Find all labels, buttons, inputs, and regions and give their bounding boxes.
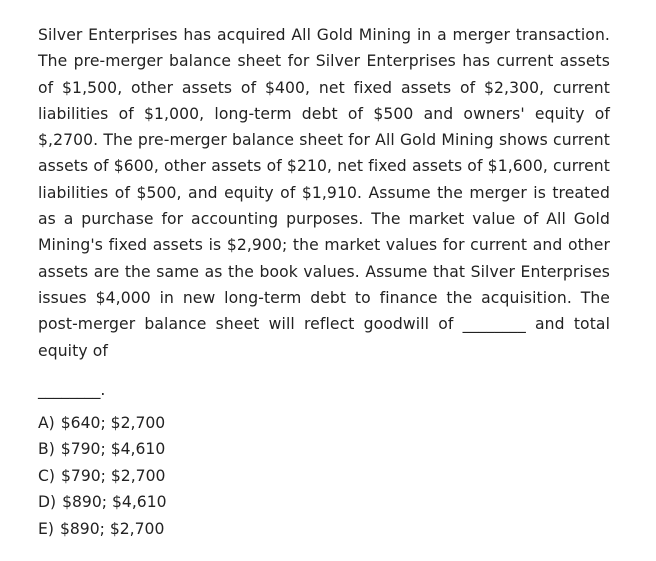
option-b[interactable]	[38, 436, 167, 462]
option-letter: E)	[38, 519, 54, 538]
question-tail-blank: ________.	[38, 381, 106, 399]
answer-options	[38, 410, 167, 542]
question-text: Silver Enterprises has acquired All Gold Mining in a merger transaction. The pre-merger balance sheet for Silver Enterprises has current assets of $1,500, other assets of $400, net fixed assets of $2,300, current liabilities of $1,000, long-term debt of $500 and owners' equity of $,2700. The pre-merger balance sheet for All Gold Mining shows current assets of $600, other assets of $210, net fixed assets of $1,600, current liabilities of $500, and equity of $1,910. Assume the merger is treated as a purchase for accounting purposes. The market value of All Gold Mining's fixed assets is $2,900; the market values for current and other assets are the same as the book values. Assume that Silver Enterprises issues $4,000 in new long-term debt to finance the acquisition. The post-merger balance sheet will reflect goodwill of ________ and total equity of	[38, 26, 610, 360]
option-a[interactable]	[38, 410, 167, 436]
option-text: $890; $4,610	[62, 493, 167, 512]
option-text: $790; $2,700	[60, 466, 166, 485]
option-text: $640; $2,700	[60, 414, 166, 432]
option-d[interactable]	[38, 489, 167, 515]
option-letter: C)	[38, 466, 55, 485]
option-letter: D)	[38, 493, 57, 512]
option-c[interactable]	[38, 463, 167, 489]
option-e[interactable]	[38, 516, 167, 542]
option-letter: A)	[38, 414, 55, 432]
option-text: $790; $4,610	[60, 440, 166, 459]
option-text: $890; $2,700	[59, 519, 165, 538]
option-letter: B)	[38, 440, 55, 459]
